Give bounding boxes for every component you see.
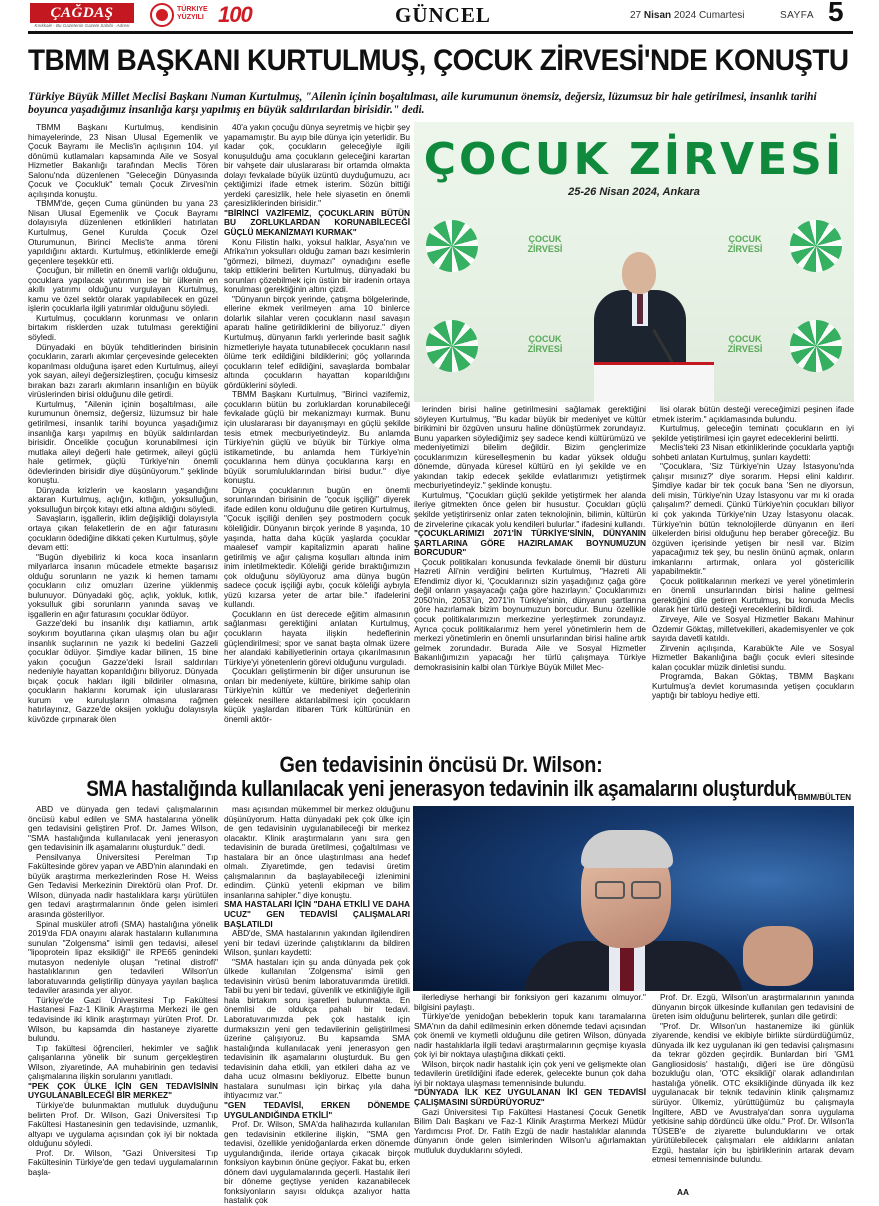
paragraph: Kurtulmuş, çocukların korunması ve onların birtakım risklerden uzak tutulması gerektiğini söyledi. [28,312,218,343]
paragraph: "Prof. Dr. Wilson'un hastanemize iki günlük ziyarende, kendisi ve ekibiyle birlikte sürdürdüğümüz, dünyada ilk kez uygulanan iki gen tedavisi çalışmasını da tekrar gözden geçirdik. Bunlardan biri 'GM1 Gangliosidosis' hastalığı, diğeri ise üre döngüsü bozukluğu olan, 'OTC eksikliği' olarak adlandırılan hastalığa yönelik. OTC eksikliğinde dünyada ilk kez uygulanacak bir teknik tedavinin klinik çalışmamız sürüyor. Ülkemiz, yürüttüğümüz bu çalışmayla İngiltere, ABD ve Avustralya'dan sonra uygulama yetkisine sahip dördüncü ülke oldu." Prof. Dr. Wilson'la TÜSEB'e de ziyarette bulunduklarını ve ortak yürütülebilecek çalışmaları ele aldıklarını anlatan Ezgü, hastalar için bu işbirliklerinin artarak devam etmesi temennisinde bulundu. [652,1020,854,1165]
article1-column-4 [652,405,854,701]
paragraph: lerinden birisi haline getirilmesini sağlamak gerektiğini söyleyen Kurtulmuş, "Bu kadar büyük bir medeniyet ve kültür birikimini bir özgüven unsuru haline dönüştürmek zorundayız. Bunu yaparken söylediğimiz şey sadece kendi kültürümüzü ve medeniyetimizi bilelim değildir. Bizim gençlerimize çocuklarımızın küreselleşmenin bu kadar yüksek olduğu dönemde, dünyada küresel kültürü en iyi şekilde ve en yakından takip edecek şekilde evlatlarımızı yetiştirmek mecburiyetindeyiz." şeklinde konuştu. [414,404,646,491]
date-month: Nisan [643,10,672,21]
paragraph: "Çocuklara, 'Siz Türkiye'nin Uzay İstasyonu'nda çalışır mısınız?' diye sorarım. Hepsi elini kaldırır. Şimdiye kadar bir tek çocuk bana 'Sen ne diyorsun, deli misin, Türkiye'nin Uzay İstasyonu var mı ki orada çalışalım?' demedi. Çünkü Türkiye'nin çocukları biliyor ki çok yakında Türkiye'nin Uzay İstasyonu olacak. Türkiye'nin bütün teknolojilerde dünyanın en ileri ülkelerden birisi olduğunu hep beraber göreceğiz. Bu özgüven içerisinde yetişen bir nesil var. Bizim yapacağımız tek şey, bu neslin önünü açmak, onların imkanlarını artırmak, onlara yol göstericilik yapabilmektir." [652,461,854,577]
ribbon-wheel-icon [790,220,842,272]
paragraph: lisi olarak bütün desteği vereceğimizi peşinen ifade etmek isterim." açıklamasında bulundu. [652,404,854,424]
paragraph: Türkiye'de yenidoğan bebeklerin topuk kanı taramalarına SMA'nın da dahil edilmesinin erken dönemde tedavi açısından çok önemli ve kıymetli olduğunu dile getiren Wilson, dünyada nadir hastalıklarla ilgili tedavi araştırmalarının geçmişe kıyasla çok iyi bir noktaya ulaştığına dikkati çekti. [414,1011,646,1060]
article1-column-2 [224,123,410,724]
podium [594,362,714,402]
paragraph: "SMA hastaları için şu anda dünyada pek çok ülkede kullanılan 'Zolgensma' isimli gen tedavisinin virüsü benim laboratuvarımda üretildi. Tabii bu yeni bir tedavi, güvenlik ve etkinliğiyle ilgili hala birtakım soru işaretleri bulunmakta. En önemlisi de oldukça pahalı bir tedavi. Laboratuvarımızda pek çok hastalık için durmaksızın yeni gen tedavilerinin geliştirilmesi üzerine çalışıyoruz. Bu kapsamda SMA hastalığında kullanılacak yeni jenerasyon gen tedavisinin ilk aşamalarını oluşturduk. Bu gen tedavisinin daha etkili, yan etkileri daha az ve daha ucuz olmasını bekliyoruz. Elbette bunun hastalara sunulması için birkaç yıla daha ihtiyacımız var." [224,956,410,1101]
paragraph: Pensilvanya Üniversitesi Perelman Tıp Fakültesinde görev yapan ve ABD'nin alanındaki en büyük araştırma merkezlerinden Rose H. Weiss Gen Tedavisi Merkezinin Direktörü olan Prof. Dr. Wilson, dünyada nadir hastalıklara karşı yürütülen gen tedavi araştırmalarının önde gelen isimleri arasında gösteriliyor. [28,851,218,920]
article2-headline-line2: SMA hastalığında kullanılacak yeni jenerasyon tedavinin ilk aşamalarını oluşturduk [86,776,796,801]
article2-signature: AA [677,1187,689,1197]
paragraph: TBMM Başkanı Kurtulmuş, kendisinin himayelerinde, 23 Nisan Ulusal Egemenlik ve Çocuk Bayramı ile Meclis'in açılışının 104. yıl dönümü kutlamaları kapsamında Aile ve Sosyal Hizmetler Bakanlığı tarafından Meclis Tören Salonu'nda düzenlenen "Geleceğin Dünyasında Çocuk ve Çocukluk" temalı Çocuk Zirvesi'nin açılışında konuştu. [28,122,218,199]
paragraph: "Dünyanın birçok yerinde, çatışma bölgelerinde, ellerine ekmek verilmeyen ama 10 binlerce dolarlık silahlar veren çocukların nasıl savaşın aparatı haline getirildiklerini de biliyoruz." diyen Kurtulmuş, dünyanın farklı yerlerinde basit sağlık hizmetleriyle hayata tutunabilecek çocukların nasıl ölüme terk edildiğini bildiklerini; göç yollarında çocukların telef edildiğini, savaşlarda bombalar altında çocukların hayattan koparıldığını gördüklerini söyledi. [224,293,410,390]
dr-wilson-photo [413,806,854,991]
photo-summit-subtitle: 25-26 Nisan 2024, Ankara [568,186,700,198]
paragraph: Çocuğun, bir milletin en önemli varlığı olduğunu, çocuklara yapılacak yatırımın ise bir ülkenin en akıllı yatırımı olduğunu vurgulayan Kurtulmuş, kamu ve özel sektör olarak yapılabilecek en güzel işlerin çocuklarla ilgili yatırımlar olduğunu söyledi. [28,265,218,314]
subheading: "ÇOCUKLARIMIZI 2071'İN TÜRKİYE'SİNİN, DÜNYANIN ŞARTLARINA GÖRE HAZIRLAMAK BOYNUMUZUN BORCUDUR" [414,528,646,558]
brand-line1: TÜRKIYE [177,6,208,13]
speaker-tie [637,294,643,324]
speaker-head [622,252,656,294]
paragraph: Türkiye'de Gazi Üniversitesi Tıp Fakültesi Hastanesi Faz-1 Klinik Araştırma Merkezi ile gen tedavisinde iki klinik araştırmayı yürüten Prof. Dr. Wilson, bu kapsamda din hastaneye ziyarette bulundu. [28,994,218,1044]
backdrop-logo: ÇOCUK ZİRVESİ [527,234,563,254]
paragraph: Kurtulmuş, "Ailenin içinin boşaltılması, aile kurumunun önemsiz, değersiz, lüzumsuz bir hale getirilmesi, insanlık tarihi boyunca yaşadığımız insanlığa karşı yapılmış en büyük saldırılardan birisidir. Öncelikle çocuğun korunabilmesi için mutlaka aileyi değerli hale getirmek, aileyi güçlü hale getirmek, güçlü Türkiye'nin önemli ödevlerinden birisidir diye düşünüyorum." şeklinde konuştu. [28,398,218,486]
photo-summit-title: ÇOCUK ZİRVESİ [423,134,845,185]
article1-column-1 [28,123,218,724]
article2-column-3 [414,993,646,1155]
paragraph: 40'a yakın çocuğu dünya seyretmiş ve hiçbir şey yapamamıştır. Bu ayıp bile dünya için yeterlidir. Bu kadar çok, çocukların geleceğiyle ilgili konuşulduğu ama çocukların geleceğini karartan bir vahşete dair uluslararası bir ortamda olmakta dolayı fevkalade büyük üzüntü duyduğumuzu, acı çektiğimizi ifade etmek isterim. Sözün bittiği yerdeki çaresizlik, hele hele siyasetin en önemli çaresizliklerinden birisidir." [224,122,410,209]
paragraph: Zirvenin açılışında, Karabük'te Aile ve Sosyal Hizmetler Bakanlığına bağlı çocuk evleri sitesinde kalan çocuklar müzik dinletisi sundu. [652,642,854,672]
article1-column-3 [414,405,646,672]
wilson-hair [581,830,673,868]
section-title: GÜNCEL [395,3,491,27]
newspaper-logo: ÇAĞDAŞ [30,3,134,23]
paragraph: Zirveye, Aile ve Sosyal Hizmetler Bakanı Mahinur Özdemir Göktaş, milletvekilleri, akademisyenler ve çok sayıda davetli katıldı. [652,614,854,644]
article1-lead: Türkiye Büyük Millet Meclisi Başkanı Numan Kurtulmuş, "Ailenin içinin boşaltılması, aile kurumunun önemsiz, değersiz, lüzumsuz bir hale getirilmesi, insanlık tarihi boyunca yaşadığımız insanlığa karşı yapılmış en büyük saldırılardan birisidir." dedi. [28,91,817,116]
brand-line2: YÜZYILI [177,14,204,21]
paragraph: TBMM Başkanı Kurtulmuş, "Birinci vazifemiz, çocukların bütün bu zorluklardan korunabileceği fevkalade güçlü bir mekanizmayı kurmak. Bunu için uluslararası bir dayanışmayı en güçlü şekilde tesis etmek mecburiyetindeyiz. Bu anlamda Türkiye'nin güçlü ve büyük bir Türkiye olma istikametinde, bu anlamda hem Türkiye'nin çocuklarına hem dünya çocuklarına karşı en büyük sorumluluklarından birisi budur." diye konuştu. [224,389,410,486]
glasses-icon [595,881,625,899]
paragraph: "Bugün diyebiliriz ki koca koca insanların milyarlarca insanın mücadele etmekte başarısız olduğu sorunların ne yazık ki hemen tamamı çocukların cılız omuzları üzerine yüklenmiş bulunuyor. Dünyadaki göç, açlık, yokluk, kıtlık, yoksulluk gibi sorunların yanında savaş ve işgallerin en ağır faturasını çocuklar ödüyor. [28,551,218,619]
subheading: "BİRİNCİ VAZİFEMİZ, ÇOCUKLARIN BÜTÜN BU ZORLUKLARDAN KORUNABİLECEĞİ GÜÇLÜ MEKANİZMAYI KURMAK" [224,207,410,238]
page-number: 5 [828,0,844,27]
paragraph: Konu Filistin halkı, yoksul halklar, Asya'nın ve Afrika'nın yoksulları olduğu zaman bazı kesimlerin "görmezi, bilmezi, duymazı" oynadığını esefle takip ettiklerini belirten Kurtulmuş, dünyadaki bu sorunları çözebilmek için üstün bir iradenin ortaya konulması gerektiğinin altını çizdi. [224,236,410,295]
article1-signature: TBMM/BÜLTEN [793,793,852,802]
paragraph: Çocuk politikalarının merkezi ve yerel yönetimlerin en önemli unsurlarından birisi haline gelmesi gerektiğini dile getiren Kurtulmuş, bu konuda Meclis olarak her türlü desteği vereceklerini bildirdi. [652,575,854,615]
paragraph: Tıp fakültesi öğrencileri, hekimler ve sağlık çalışanlarına yönelik bir sunum gerçekleştiren Wilson, ziyaretinde, AA muhabirinin gen tedavisi çalışmalarına ilişkin sorularını yanıtladı. [28,1042,218,1082]
paragraph: Programda, Bakan Göktaş, TBMM Başkanı Kurtulmuş'a devlet korumasında yetişen çocukların yaptığı bir tabloyu hediye etti. [652,671,854,701]
subheading: "GEN TEDAVİSİ, ERKEN DÖNEMDE UYGULANDIĞINDA ETKİLİ" [224,1099,410,1120]
paragraph: Savaşların, işgallerin, iklim değişikliği dolayısıyla ortaya çıkan felaketlerin de en ağır faturasını çocukların ödediğine dikkati çeken Kurtulmuş, şöyle devam etti: [28,513,219,553]
paragraph: Dünyada krizlerin ve kaosların yaşandığını aktaran Kurtulmuş, açlığın, kıtlığın, yoksulluğun, yoksulluğun birçok kıtayı etki altına aldığını söyledi. [28,484,218,514]
paragraph: Kurtulmuş, "Çocukları güçlü şekilde yetiştirmek her alanda ileriye gitmekten önce gelen bir husustur. Çocukları güçlü şekilde yetiştirirseniz onlar zaten teknolojinin, bilimin, kültürün de zirvelerine çıkacak yolu kendileri bulurlar." ifadesini kullandı. [414,489,646,529]
wilson-hand [743,926,813,986]
article2-headline-line1: Gen tedavisinin öncüsü Dr. Wilson: [279,752,603,777]
paragraph: Gazze'deki bu insanlık dışı katliamın, artık soykırım boyutlarına çıkan ulaşmış olan bu ağır insanlık suçlarının ne yazık ki bedelini Gazzeli çocuklar ödüyor. Şimdiye kadar bilinen, 15 bine yakın çocuğun Gazze'deki İsrail saldırıları nedeniyle hayattan koparıldığını biliyoruz. Dünyada bıçak çocuk hakları ilgili bildiriler olmasına, çocukların haklarını korumak için uluslararası kurum ve kuruluşların olmasına rağmen hatırlayınız, Gazze'de oksijen yokluğu dolayısıyla küvözde çırpınarak ölen [28,618,218,724]
backdrop-logo: ÇOCUK ZİRVESİ [527,334,563,354]
subheading: "DÜNYADA İLK KEZ UYGULANAN İKİ GEN TEDAVİSİ ÇALIŞMASINI SÜRDÜRÜYORUZ" [414,1087,646,1108]
date-rest: 2024 Cumartesi [673,10,745,21]
paragraph: ABD'de, SMA hastalarının yakından ilgilendiren yeni bir tedavi üzerinde çalıştıklarını da bildiren Wilson, şunları kaydetti: [224,928,410,958]
article2-column-4 [652,993,854,1165]
subheading: "PEK ÇOK ÜLKE İÇİN GEN TEDAVİSİNİN UYGULANABİLECEĞİ BİR MERKEZ" [28,1080,218,1101]
date-day: 27 [630,10,642,21]
paragraph: Çocukları geliştirmenin bir diğer unsurunun ise onları bir medeniyete, kültüre, birikime sahip olan Türkiye'nin kültür ve medeniyet değerlerinin gelecek nesillere aktarılabilmesi için çocukların küçük yaşlardan itibaren Türk kültürünün en önemli aktör- [224,666,410,724]
article2-column-2 [224,805,410,1206]
paragraph: ması açısından mükemmel bir merkez olduğunu düşünüyorum. Hatta dünyadaki pek çok ülke için de gen tedavisinin uygulanabileceği bir merkez olacaktır. Klinik araştırmaların yanı sıra gen tedavisinin de burada üretilmesi, çoğaltılması ve hastalara bir an önce ulaştırılması ana hedef olmalı. Ziyaretimde, gen tedavisi üretim çalışmalarının da başlayabileceği izlenimini edindim. Çünkü yetenli ekipman ve bilim insanlarına sahipler." diye konuştu. [224,804,410,900]
paragraph: Türkiye'de bulunmaktan mutluluk duyduğunu belirten Prof. Dr. Wilson, Gazi Üniversitesi Tıp Fakültesi Hastanesinin gen tedavisinde, uzmanlık, altyapı ve uygulama açısından çok iyi bir noktada olduğunu söyledi. [28,1099,218,1149]
100-year-logo: 100 [218,2,252,27]
article2-column-1 [28,805,218,1177]
backdrop-logo: ÇOCUK ZİRVESİ [727,234,763,254]
turkiye-yuzyili-brand [177,6,208,22]
turkiye-yuzyili-seal-icon [150,3,174,27]
paragraph: Çocukların en üst derecede eğitim almasının sağlanması gerektiğini anlatan Kurtulmuş, çocukların hayata ilişkin hedeflerinin güçlendirilmesi; spor ve sanat başta olmak üzere her alandaki kabiliyetlerinin ortaya çıkarılmasının Türkiye'yi yönetenlerin görevi olduğunu vurguladı. [224,608,410,667]
paragraph: Prof. Dr. Ezgü, Wilson'un araştırmalarının yanında dünyanın birçok ülkesinde kullanılan gen tedavisini de üreten isim olduğunu belirterek, şunları dile getirdi: [652,992,854,1022]
article1-headline: TBMM BAŞKANI KURTULMUŞ, ÇOCUK ZİRVESİ'NDE KONUŞTU [28,44,849,77]
paragraph: Çocuk politikaları konusunda fevkalade önemli bir düsturu Hazreti Ali'nin verdiğini belirten Kurtulmuş, "Hazreti Ali Efendimiz diyor ki, 'Çocuklarınızı sizin yaşadığınız çağa göre değil onların yaşayacağı çağa göre hazırlayın.' Çocuklarımızı 2050'nin, 2053'ün, 2071'in Türkiye'sinin, dünyanın şartlarına göre hazırlamak bizim boynumuzun borcudur. Bunu özellikle çocuk politikalarımızın merkezine yerleştirmek zorundayız. Ayrıca çocuk politikalarımız hem yerel yönetimlerin hem de merkezi yönetimlerin en önemli unsurlarından birisi haline artık gelmek zorundadır. Burada Aile ve Sosyal Hizmetler Bakanlığımızın yapacağı her türlü çalışmaya Türkiye demokrasisinin kalbi olan Türkiye Büyük Millet Mec- [414,556,646,672]
paragraph: Dünya çocuklarının bugün en önemli sorunlarından birisinin de "çocuk işçiliği" diyerek ifade edilen konu olduğunu dile getiren Kurtulmuş, "Çocuk işçiliği denilen şey postmodern çocuk köleliğidir. Dünyanın birçok yerinde 8 yaşında, 10 yaşında, hatta daha küçük yaşlarda çocuklar maalesef vampir kapitalizmin aparatı haline getirilmiş ve ağır çalışma koşulları altında inim inim inletilmektedir. Köleliği geride bıraktığımızın çok olduğunu söylüyoruz ama dünya bugün sadece çocuk işçiliği aybı, çocuk köleliği aybıyla yüzü kızarsa yeter de artar bile." ifadelerini kullandı. [224,484,410,610]
masthead-rule [28,31,853,34]
paragraph: Dünyadaki en büyük tehditlerinden birisinin çocukların, zararlı akımlar çerçevesinde gelecekten koparılması olduğuna işaret eden Kurtulmuş, aileyi yok sayan, aileyi değersizleştiren, çocuğu kimsesiz bırakan bazı zararlı akımların insanlığın en büyük virüslerinden birisi olduğunu dile getirdi. [28,341,218,400]
ribbon-wheel-icon [426,320,478,372]
page-label: SAYFA [780,10,814,21]
paragraph: Wilson, birçok nadir hastalık için çok yeni ve gelişmekte olan tedavilerin üretildiğini ifade ederek, gelecekte bunun çok daha iyi bir noktaya ulaşması temennisinde bulundu. [414,1058,646,1088]
paragraph: Prof. Dr. Wilson, SMA'da halihazırda kullanılan gen tedavisinin etkilerine ilişkin, "SMA gen tedavisi, özellikle yenidoğanlarda erken dönemde uygulandığında, ileride ortaya çıkacak birçok fonksiyon kaybının önüne geçiyor. Fakat bu, erken dönem davi uygulamalarında geçerli. Hastalık ileri bir döneme geçtiyse yeniden kazanabilecek fonksiyonların sayısı oldukça azalıyor hatta hastalık çok [224,1119,410,1206]
logo-subtitle: Kırıkkale - Bu Gazetenin Gazete Sahibi - Adresi [34,23,130,28]
summit-photo [414,122,854,402]
glasses-icon [631,881,661,899]
paragraph: Kurtulmuş, geleceğin teminatı çocukların en iyi şekilde yetiştirilmesi için gayret edeceklerini belirtti. [652,423,854,443]
paragraph: Prof. Dr. Wilson, "Gazi Üniversitesi Tıp Fakültesinin Türkiye'de gen tedavi uygulamalarının başla- [28,1147,218,1177]
backdrop-logo: ÇOCUK ZİRVESİ [727,334,763,354]
ribbon-wheel-icon [790,320,842,372]
ribbon-wheel-icon [426,220,478,272]
issue-date [630,10,745,21]
subheading: SMA HASTALARI İÇİN "DAHA ETKİLİ VE DAHA UCUZ" GEN TEDAVİSİ ÇALIŞMALARI BAŞLATILDI [224,899,410,929]
wilson-tie [620,946,634,991]
paragraph: Gazi Üniversitesi Tıp Fakültesi Hastanesi Çocuk Genetik Bilim Dalı Başkanı ve Faz-1 Klinik Araştırma Merkezi Müdür Yardımcısı Prof. Dr. Fatih Ezgü de nadir hastalıklar alanında dünyanın önde gelen isimlerinden Wilson'u ağırlamaktan mutluluk duyduklarını söyledi. [414,1106,646,1155]
paragraph: Meclis'teki 23 Nisan etkinliklerinde çocuklarla yaptığı sohbeti anlatan Kurtulmuş, şunları kaydetti: [652,442,854,462]
paragraph: TBMM'de, geçen Cuma gününden bu yana 23 Nisan Ulusal Egemenlik ve Çocuk Bayramı dolayısıyla düzenlenen etkinlikleri hatırlatan Kurtulmuş, Genel Kurulda Çocuk Özel Oturumunun, Birinci Meclis'te anma töreni yapıldığını aktardı. Kurtulmuş, etkinliklerde emeği geçenlere teşekkür etti. [28,198,218,266]
paragraph: ilerlediyse herhangi bir fonksiyon geri kazanımı olmuyor." bilgisini paylaştı. [414,992,646,1012]
paragraph: ABD ve dünyada gen tedavi çalışmalarının öncüsü kabul edilen ve SMA hastalarına yönelik gen tedavisini geliştiren Prof. Dr. James Wilson, "SMA hastalığında kullanılacak yeni jenerasyon gen tedavisinin ilk aşamalarını oluşturduk." dedi. [28,804,218,853]
paragraph: Spinal musküler atrofi (SMA) hastalığına yönelik 2019'da FDA onayını alarak hastaların kullanımına sunulan "Zolgensma" isimli gen tedavisi, ailesel "lipoprotein lipaz eksikliği" ile RPE65 genindeki mutasyon nedeniyle oluşan "retinal distrofi" hastalıklarının gen tedavileri Wilson'un laboratuvarında geliştirilip dünyaya yayılan başlıca tedaviler arasında yer alıyor. [28,918,218,996]
